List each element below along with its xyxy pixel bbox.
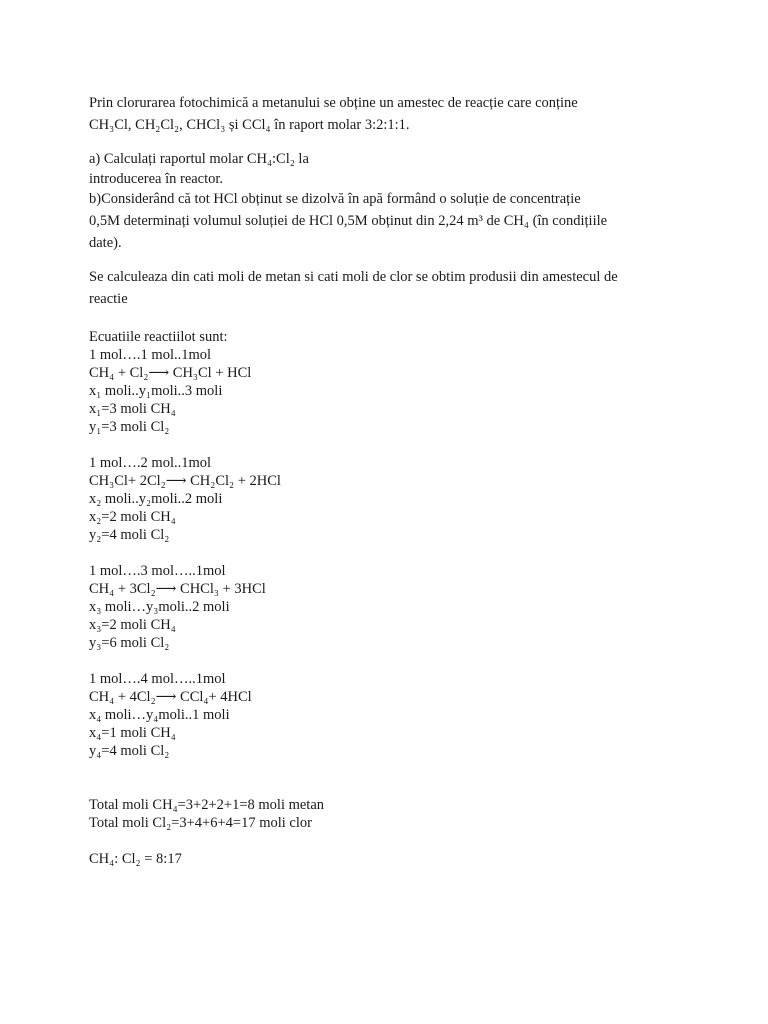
totals-block (89, 796, 689, 832)
reaction-ratio: 1 mol….2 mol..1mol (89, 455, 212, 471)
reaction-ratio: 1 mol….4 mol…..1mol (89, 671, 226, 687)
reaction-block-2 (89, 454, 689, 544)
reaction-x-result: x₄=1 moli CH₄ (89, 725, 176, 741)
question-b-line-1: b)Considerând că tot HCl obținut se dizolvă în apă formând o soluție de concentrație (89, 191, 581, 207)
question-a-line-1: a) Calculați raportul molar CH₄:Cl₂ la (89, 151, 309, 167)
reaction-unknowns: x₄ moli…y₄moli..1 moli (89, 707, 230, 723)
reaction-unknowns: x₃ moli…y₃moli..2 moli (89, 599, 230, 615)
total-cl2: Total moli Cl₂=3+4+6+4=17 moli clor (89, 815, 312, 831)
reaction-equation: CH₄ + 4Cl₂⟶ CCl₄+ 4HCl (89, 689, 252, 705)
reaction-unknowns: x₁ moli..y₁moli..3 moli (89, 383, 223, 399)
question-b-line-3: date). (89, 235, 122, 251)
reaction-y-result: y₃=6 moli Cl₂ (89, 635, 170, 651)
reaction-y-result: y₄=4 moli Cl₂ (89, 743, 170, 759)
reaction-block-4 (89, 670, 689, 760)
reaction-ratio: 1 mol….1 mol..1mol (89, 347, 212, 363)
reaction-x-result: x₃=2 moli CH₄ (89, 617, 176, 633)
equations-title: Ecuatiile reactiilot sunt: (89, 329, 228, 345)
reaction-block-1 (89, 346, 689, 436)
question-a (89, 148, 689, 188)
intro-paragraph (89, 92, 689, 136)
final-ratio: CH₄: Cl₂ = 8:17 (89, 851, 182, 867)
method-line-2: reactie (89, 291, 128, 307)
reaction-equation: CH₄ + 3Cl₂⟶ CHCl₃ + 3HCl (89, 581, 266, 597)
method-paragraph (89, 266, 689, 310)
reaction-ratio: 1 mol….3 mol…..1mol (89, 563, 226, 579)
reaction-equation: CH₃Cl+ 2Cl₂⟶ CH₂Cl₂ + 2HCl (89, 473, 281, 489)
question-b (89, 188, 689, 254)
reaction-unknowns: x₂ moli..y₂moli..2 moli (89, 491, 223, 507)
reaction-x-result: x₁=3 moli CH₄ (89, 401, 176, 417)
document-page (89, 92, 689, 868)
reaction-x-result: x₂=2 moli CH₄ (89, 509, 176, 525)
method-line-1: Se calculeaza din cati moli de metan si cati moli de clor se obtim produsii din amestecul de (89, 269, 618, 285)
question-a-line-2: introducerea în reactor. (89, 171, 224, 187)
question-b-line-2: 0,5M determinați volumul soluției de HCl 0,5M obținut din 2,24 m³ de CH₄ (în condițiile (89, 213, 608, 229)
reaction-y-result: y₂=4 moli Cl₂ (89, 527, 170, 543)
reaction-y-result: y₁=3 moli Cl₂ (89, 419, 170, 435)
intro-line-2: CH₃Cl, CH₂Cl₂, CHCl₃ și CCl₄ în raport molar 3:2:1:1. (89, 117, 410, 133)
reaction-block-3 (89, 562, 689, 652)
reaction-equation: CH₄ + Cl₂⟶ CH₃Cl + HCl (89, 365, 252, 381)
intro-line-1: Prin clorurarea fotochimică a metanului se obține un amestec de reacție care conține (89, 95, 578, 111)
total-ch4: Total moli CH₄=3+2+2+1=8 moli metan (89, 797, 325, 813)
